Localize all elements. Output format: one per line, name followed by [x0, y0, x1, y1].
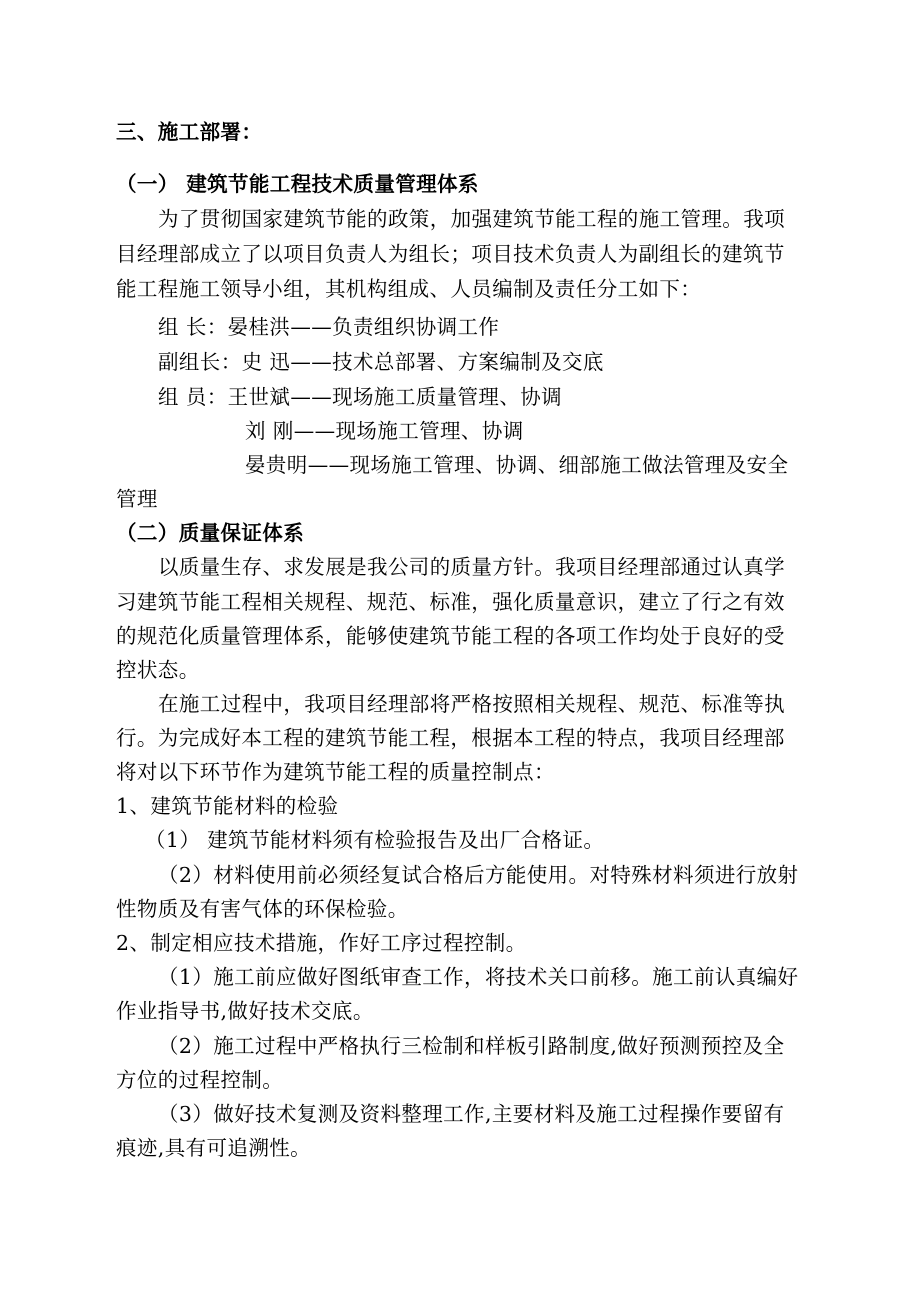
sub2-para1-line: 习建筑节能工程相关规程、规范、标准，强化质量意识，建立了行之有效 — [116, 590, 785, 614]
point1-item: （2）材料使用前必须经复试合格后方能使用。对特殊材料须进行放射 — [158, 863, 799, 887]
sub2-para2-line: 行。为完成好本工程的建筑节能工程，根据本工程的特点，我项目经理部 — [116, 726, 785, 750]
member-line: 组 员：王世斌——现场施工质量管理、协调 — [158, 385, 563, 409]
point1-title: 1、建筑节能材料的检验 — [116, 794, 339, 818]
point1-item: 性物质及有害气体的环保检验。 — [116, 897, 409, 921]
point2-item: 痕迹,具有可追溯性。 — [116, 1136, 312, 1160]
sub2-para1-line: 控状态。 — [116, 658, 200, 682]
member-line: 组 长：晏桂洪——负责组织协调工作 — [158, 315, 500, 339]
sub1-para-line: 目经理部成立了以项目负责人为组长；项目技术负责人为副组长的建筑节 — [116, 242, 785, 266]
member-line: 管理 — [116, 487, 158, 511]
point2-item: 方位的过程控制。 — [116, 1068, 284, 1092]
member-line: 刘 刚——现场施工管理、协调 — [245, 419, 524, 443]
point1-item: （1） 建筑节能材料须有检验报告及出厂合格证。 — [145, 828, 605, 852]
sub2-para2-line: 将对以下环节作为建筑节能工程的质量控制点： — [116, 760, 555, 784]
sub1-para-line: 能工程施工领导小组，其机构组成、人员编制及责任分工如下： — [116, 277, 702, 301]
point2-item: （2）施工过程中严格执行三检制和样板引路制度,做好预测预控及全 — [158, 1034, 785, 1058]
section-title: 三、施工部署： — [116, 120, 263, 144]
point2-title: 2、制定相应技术措施，作好工序过程控制。 — [116, 931, 527, 955]
sub2-para2-line: 在施工过程中，我项目经理部将严格按照相关规程、规范、标准等执 — [158, 692, 785, 716]
sub1-para-line: 为了贯彻国家建筑节能的政策，加强建筑节能工程的施工管理。我项 — [158, 207, 785, 231]
member-line: 副组长：史 迅——技术总部署、方案编制及交底 — [158, 350, 604, 374]
sub2-para1-line: 以质量生存、求发展是我公司的质量方针。我项目经理部通过认真学 — [158, 555, 785, 579]
sub2-heading: （二）质量保证体系 — [116, 521, 305, 545]
member-line: 晏贵明——现场施工管理、协调、细部施工做法管理及安全 — [245, 453, 789, 477]
sub1-heading: （一） 建筑节能工程技术质量管理体系 — [116, 172, 479, 196]
point2-item: （3）做好技术复测及资料整理工作,主要材料及施工过程操作要留有 — [158, 1102, 785, 1126]
sub2-para1-line: 的规范化质量管理体系，能够使建筑节能工程的各项工作均处于良好的受 — [116, 624, 785, 648]
point2-item: 作业指导书,做好技术交底。 — [116, 999, 374, 1023]
point2-item: （1）施工前应做好图纸审查工作，将技术关口前移。施工前认真编好 — [158, 965, 799, 989]
